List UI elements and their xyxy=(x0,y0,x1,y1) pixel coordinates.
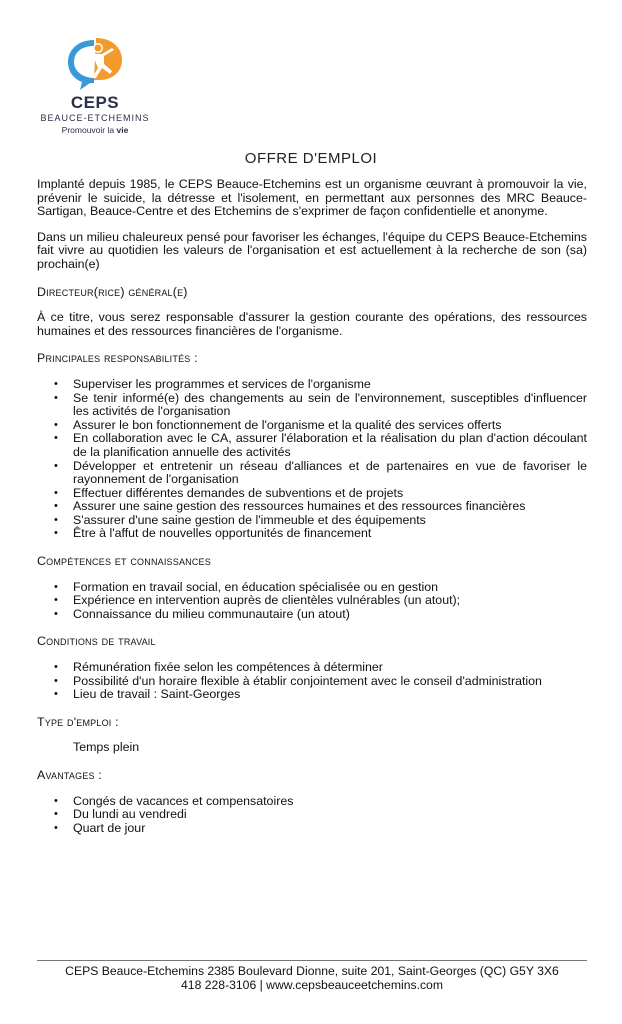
skills-heading: Compétences et connaissances xyxy=(37,554,211,569)
responsibilities-heading: Principales responsabilités : xyxy=(37,351,198,366)
intro-paragraph-1: Implanté depuis 1985, le CEPS Beauce-Etchemins est un organisme œuvrant à promouvoir la vie, prévenir le suicide, la détresse et l'isolement, en permettant aux personnes des MRC Beauce-Sartigan, Beauce-Centre et des Etchemins de s'exprimer de façon confidentielle et anonyme. xyxy=(37,177,587,219)
benefits-heading: Avantages : xyxy=(37,768,103,782)
ceps-speech-bubble-logo-icon xyxy=(64,34,126,92)
footer-address: CEPS Beauce-Etchemins 2385 Boulevard Dionne, suite 201, Saint-Georges (QC) G5Y 3X6 xyxy=(65,964,559,978)
list-item: • Assurer une saine gestion des ressources humaines et des ressources financières xyxy=(37,500,587,514)
list-item: • S'assurer d'une saine gestion de l'immeuble et des équipements xyxy=(37,514,587,528)
tagline-bold: vie xyxy=(116,125,129,135)
position-description: À ce titre, vous serez responsable d'assurer la gestion courante des opérations, des ressources humaines et des ressources financières de l'organisme. xyxy=(37,310,587,338)
intro-paragraph-2: Dans un milieu chaleureux pensé pour favoriser les échanges, l'équipe du CEPS Beauce-Etchemins fait vivre au quotidien les valeurs de l'organisation et est actuellement à la recherche de son (sa) prochain(e) xyxy=(37,229,587,271)
conditions-list xyxy=(37,661,587,702)
list-item: • Lieu de travail : Saint-Georges xyxy=(37,688,587,702)
brand-name: CEPS xyxy=(70,93,120,112)
conditions-heading: Conditions de travail xyxy=(37,634,156,649)
list-item: • Connaissance du milieu communautaire (un atout) xyxy=(37,608,587,622)
responsibilities-list xyxy=(37,378,587,541)
list-item: • Effectuer différentes demandes de subventions et de projets xyxy=(37,487,587,501)
list-item: • En collaboration avec le CA, assurer l'élaboration et la réalisation du plan d'action découlant de la planification annuelle des activités xyxy=(37,432,587,459)
list-item: • Assurer le bon fonctionnement de l'organisme et la qualité des services offerts xyxy=(37,419,587,433)
tagline-prefix: Promouvoir la xyxy=(61,125,115,135)
list-item: • Rémunération fixée selon les compétences à déterminer xyxy=(37,661,587,675)
list-item: • Quart de jour xyxy=(37,822,587,836)
list-item: • Possibilité d'un horaire flexible à établir conjointement avec le conseil d'administration xyxy=(37,675,587,689)
skills-list xyxy=(37,581,587,622)
organization-logo xyxy=(30,34,160,136)
benefits-list xyxy=(37,795,587,836)
list-item: • Être à l'affut de nouvelles opportunités de financement xyxy=(37,527,587,541)
job-offer-body xyxy=(37,178,587,835)
page-footer xyxy=(37,960,587,992)
brand-region: BEAUCE-ETCHEMINS xyxy=(40,113,150,123)
list-item: • Se tenir informé(e) des changements au sein de l'environnement, susceptibles d'influencer les activités de l'organisation xyxy=(37,392,587,419)
page-title: OFFRE D'EMPLOI xyxy=(244,150,378,167)
footer-contact: 418 228-3106 | www.cepsbeauceetchemins.com xyxy=(181,978,443,992)
list-item: • Développer et entretenir un réseau d'alliances et de partenaires en vue de favoriser le rayonnement de l'organisation xyxy=(37,460,587,487)
position-title: Directeur(rice) général(e) xyxy=(37,284,188,299)
list-item: • Formation en travail social, en éducation spécialisée ou en gestion xyxy=(37,581,587,595)
job-type-value: Temps plein xyxy=(73,740,140,755)
list-item: • Du lundi au vendredi xyxy=(37,808,587,822)
brand-tagline xyxy=(30,124,160,136)
list-item: • Congés de vacances et compensatoires xyxy=(37,795,587,809)
list-item: • Superviser les programmes et services de l'organisme xyxy=(37,378,587,392)
list-item: • Expérience en intervention auprès de clientèles vulnérables (un atout); xyxy=(37,594,587,608)
job-type-heading: Type d'emploi : xyxy=(37,714,119,729)
